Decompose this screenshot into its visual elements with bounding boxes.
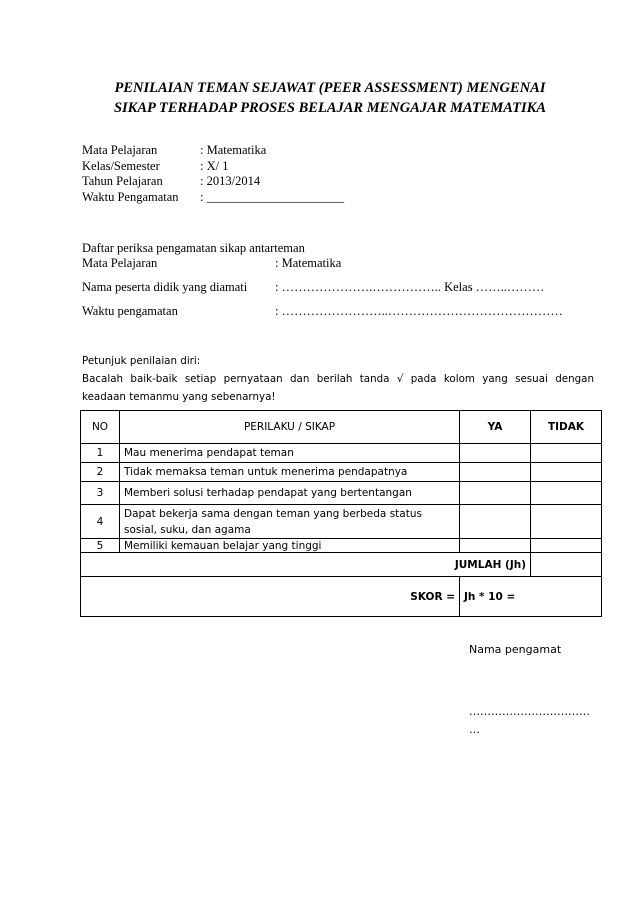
ya-cell[interactable] [460, 539, 531, 553]
skor-label: SKOR = [81, 577, 460, 617]
ya-cell[interactable] [460, 463, 531, 482]
instructions-line-2: keadaan temanmu yang sebenarnya! [82, 391, 276, 403]
jumlah-cell[interactable] [531, 553, 602, 577]
row-behavior: Mau menerima pendapat teman [120, 444, 460, 463]
checklist-row-mata-pelajaran [82, 256, 563, 271]
instructions-heading: Petunjuk penilaian diri: [82, 355, 201, 367]
row-behavior: Tidak memaksa teman untuk menerima pendapatnya [120, 463, 460, 482]
tidak-cell[interactable] [531, 463, 602, 482]
info-value: : 2013/2014 [200, 174, 261, 188]
info-block [82, 143, 344, 205]
row-behavior [120, 505, 460, 539]
row-behavior-line-2: sosial, suku, dan agama [124, 523, 251, 536]
row-behavior: Memiliki kemauan belajar yang tinggi [120, 539, 460, 553]
tidak-cell[interactable] [531, 482, 602, 505]
observer-name-label: Nama pengamat [469, 643, 562, 656]
info-label: Kelas/Semester [82, 158, 160, 173]
skor-row [81, 577, 602, 617]
row-number: 5 [81, 539, 120, 553]
table-row [81, 505, 602, 539]
header-ya: YA [460, 411, 531, 444]
instructions-line-1: Bacalah baik-baik setiap pernyataan dan berilah tanda √ pada kolom yang sesuai dengan [82, 373, 594, 385]
ya-cell[interactable] [460, 505, 531, 539]
tidak-cell[interactable] [531, 539, 602, 553]
checklist-value: : Matematika [275, 256, 342, 270]
tidak-cell[interactable] [531, 505, 602, 539]
info-row-kelas-semester [82, 159, 344, 175]
info-label: Waktu Pengamatan [82, 189, 179, 204]
row-number: 1 [81, 444, 120, 463]
checklist-row-waktu [82, 304, 563, 319]
table-row [81, 444, 602, 463]
row-number: 3 [81, 482, 120, 505]
assessment-table [80, 410, 602, 617]
tidak-cell[interactable] [531, 444, 602, 463]
header-tidak: TIDAK [531, 411, 602, 444]
observer-signature-line [469, 703, 599, 739]
jumlah-label: JUMLAH (Jh) [81, 553, 531, 577]
checklist-label: Mata Pelajaran [82, 256, 158, 270]
ya-cell[interactable] [460, 444, 531, 463]
info-row-tahun-pelajaran [82, 174, 344, 190]
jumlah-row [81, 553, 602, 577]
table-row [81, 463, 602, 482]
document-title [80, 78, 580, 118]
skor-formula: Jh * 10 = [460, 577, 602, 617]
checklist-value: : ……………………..…………………………………… [275, 304, 563, 318]
row-behavior: Memberi solusi terhadap pendapat yang bertentangan [120, 482, 460, 505]
info-value: : Matematika [200, 143, 267, 157]
checklist-row-nama-peserta [82, 280, 563, 295]
info-row-waktu-pengamatan [82, 190, 344, 206]
signature-dots-line-2: … [469, 723, 480, 736]
checklist-block [82, 241, 563, 319]
header-no: NO [81, 411, 120, 444]
checklist-label: Waktu pengamatan [82, 304, 178, 318]
checklist-heading: Daftar periksa pengamatan sikap antarteman [82, 241, 305, 255]
row-number: 2 [81, 463, 120, 482]
table-row [81, 539, 602, 553]
info-label: Mata Pelajaran [82, 143, 158, 157]
header-perilaku: PERILAKU / SIKAP [120, 411, 460, 444]
info-value: : ______________________ [200, 189, 345, 204]
info-row-mata-pelajaran [82, 143, 344, 159]
row-behavior-line-1: Dapat bekerja sama dengan teman yang berbeda status [124, 507, 422, 520]
signature-dots-line-1: …………………………… [469, 705, 590, 718]
title-line-2: SIKAP TERHADAP PROSES BELAJAR MENGAJAR MATEMATIKA [113, 100, 547, 116]
checklist-label: Nama peserta didik yang diamati [82, 280, 248, 294]
table-row [81, 482, 602, 505]
row-number: 4 [81, 505, 120, 539]
info-value: : X/ 1 [200, 158, 229, 173]
info-label: Tahun Pelajaran [82, 174, 163, 188]
ya-cell[interactable] [460, 482, 531, 505]
checklist-value: : ………………….…………….. Kelas ……..……… [275, 280, 545, 294]
instructions-block [82, 352, 594, 406]
title-line-1: PENILAIAN TEMAN SEJAWAT (PEER ASSESSMENT) MENGENAI [114, 80, 546, 96]
table-header-row [81, 411, 602, 444]
